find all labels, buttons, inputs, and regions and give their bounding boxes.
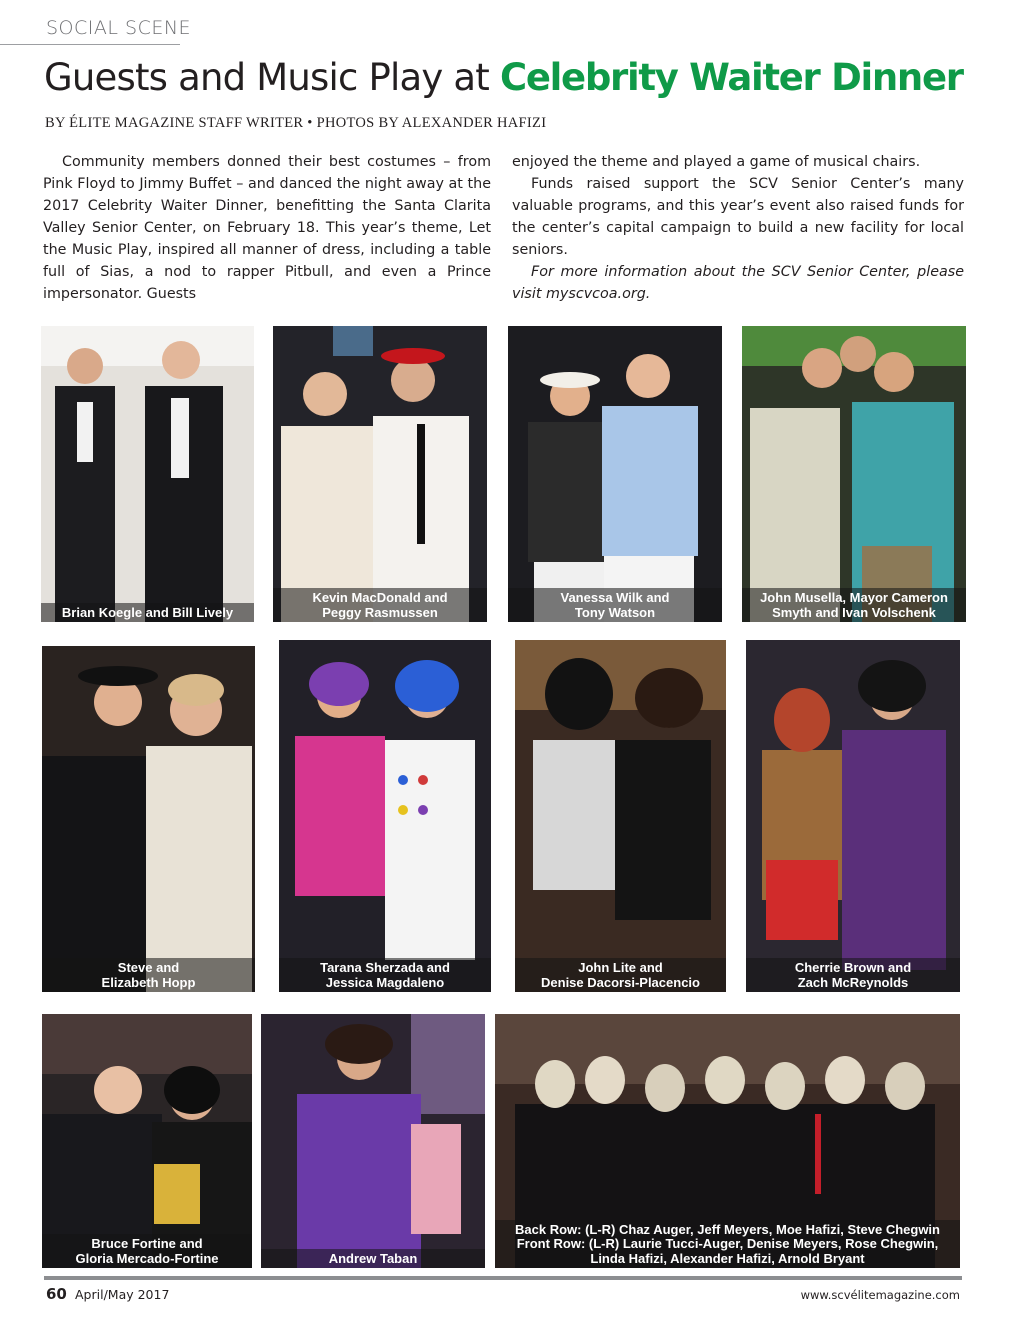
caption-line: John Lite and [578, 960, 663, 975]
headline-lead: Guests and Music Play at [44, 56, 490, 99]
caption-line: Brian Koegle and Bill Lively [61, 604, 234, 620]
caption-line: Tarana Sherzada and [320, 960, 450, 975]
photo-cherrie-brown-zach-mcreynolds [746, 640, 960, 992]
photo-image [42, 646, 255, 992]
photo-image [746, 640, 960, 992]
photo-caption [42, 1234, 252, 1268]
page-number: 60 [46, 1285, 67, 1303]
photo-group-sia-table [495, 1014, 960, 1268]
photo-caption [273, 588, 487, 622]
caption-line: Back Row: (L-R) Chaz Auger, Jeff Meyers, Moe Hafizi, Steve Chegwin [515, 1221, 940, 1237]
section-label: SOCIAL SCENE [46, 17, 192, 39]
article-column-right [512, 151, 964, 305]
headline-accent: Celebrity Waiter Dinner [500, 56, 963, 99]
caption-line: Denise Dacorsi-Placencio [541, 974, 700, 990]
caption-line: Zach McReynolds [797, 974, 909, 990]
caption-line: Kevin MacDonald and [312, 590, 448, 605]
photo-kevin-macdonald-peggy-rasmussen [273, 326, 487, 622]
caption-line: Bruce Fortine and [91, 1236, 203, 1251]
section-divider [0, 44, 180, 45]
photo-caption [42, 958, 255, 992]
caption-line: Elizabeth Hopp [101, 974, 196, 990]
byline: BY ÉLITE MAGAZINE STAFF WRITER • PHOTOS BY ALEXANDER HAFIZI [45, 115, 547, 131]
article-paragraph-2: Funds raised support the SCV Senior Center’s many valuable programs, and this year’s event also raised funds for the center’s capital campaign to build a new facility for local seniors. [512, 176, 964, 258]
photo-image [41, 326, 254, 622]
photo-image [742, 326, 966, 622]
photo-john-musella-cameron-smyth-ivan-volschenk [742, 326, 966, 622]
photo-image [279, 640, 491, 992]
article-column-left [43, 151, 491, 305]
photo-steve-elizabeth-hopp [42, 646, 255, 992]
footer-divider [44, 1276, 962, 1280]
photo-caption [746, 958, 960, 992]
article-info-note: For more information about the SCV Senior Center, please visit myscvcoa.org. [512, 264, 964, 302]
caption-line: Jessica Magdaleno [325, 974, 445, 990]
caption-line: Cherrie Brown and [794, 960, 912, 975]
photo-brian-koegle-bill-lively [41, 326, 254, 622]
issue-date: April/May 2017 [75, 1287, 170, 1302]
photo-image [261, 1014, 485, 1268]
photo-vanessa-wilk-tony-watson [508, 326, 722, 622]
photo-caption [515, 958, 726, 992]
photo-image [508, 326, 722, 622]
photo-caption [261, 1249, 485, 1269]
photo-image [42, 1014, 252, 1268]
photo-caption [41, 603, 254, 623]
caption-line: Andrew Taban [328, 1250, 418, 1266]
photo-caption [508, 588, 722, 622]
caption-line: Steve and [117, 960, 180, 975]
caption-line: Peggy Rasmussen [322, 604, 438, 620]
caption-line: Smyth and Ivan Volschenk [772, 604, 936, 620]
article-paragraph-1-continued: enjoyed the theme and played a game of musical chairs. [512, 154, 921, 170]
caption-line: Tony Watson [574, 604, 656, 620]
photo-caption [495, 1220, 960, 1269]
caption-line: Front Row: (L-R) Laurie Tucci-Auger, Denise Meyers, Rose Chegwin, [516, 1236, 939, 1251]
caption-line: John Musella, Mayor Cameron [760, 590, 948, 605]
photo-john-lite-denise-dacorsi-placencio [515, 640, 726, 992]
caption-line: Vanessa Wilk and [560, 590, 670, 605]
caption-line: Linda Hafizi, Alexander Hafizi, Arnold Bryant [590, 1250, 865, 1266]
photo-bruce-fortine-gloria-mercado-fortine [42, 1014, 252, 1268]
photo-image [273, 326, 487, 622]
photo-image [515, 640, 726, 992]
photo-tarana-sherzada-jessica-magdaleno [279, 640, 491, 992]
photo-caption [279, 958, 491, 992]
photo-andrew-taban [261, 1014, 485, 1268]
headline [44, 56, 963, 99]
article-paragraph-1: Community members donned their best costumes – from Pink Floyd to Jimmy Buffet – and danced the night away at the 2017 Celebrity Waiter Dinner, benefitting the Santa Clarita Valley Senior Center, on February 18. This year’s theme, Let the Music Play, inspired all manner of dress, including a table full of Sias, a nod to rapper Pitbull, and even a Prince impersonator. Guests [43, 154, 491, 302]
photo-caption [742, 588, 966, 622]
website-link[interactable]: www.scvélitemagazine.com [800, 1288, 960, 1302]
caption-line: Gloria Mercado-Fortine [75, 1250, 219, 1266]
